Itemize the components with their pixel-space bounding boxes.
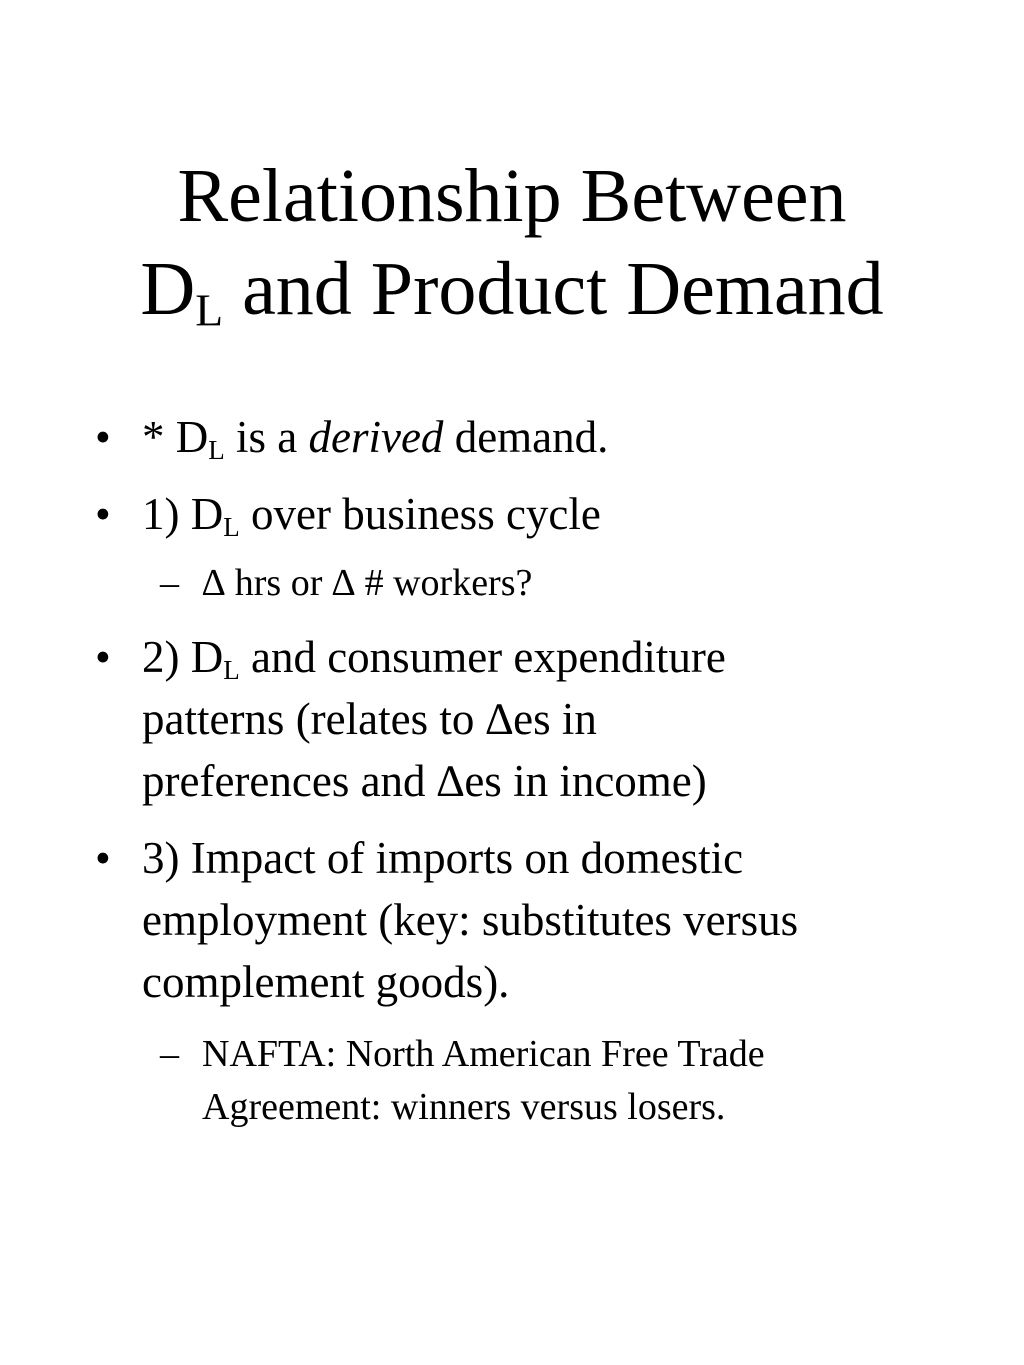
sub-bullet-text: ∆ hrs or ∆ # workers? bbox=[202, 562, 533, 604]
bullet-marker: • bbox=[95, 489, 111, 539]
subscript: L bbox=[223, 511, 240, 542]
bullet-text bbox=[142, 827, 798, 1013]
bullet-text-line bbox=[142, 626, 726, 688]
sub-bullet-text bbox=[202, 1028, 765, 1134]
sub-bullet-text-line: Agreement: winners versus losers. bbox=[202, 1086, 726, 1128]
bullet-text-part: demand. bbox=[443, 412, 609, 462]
bullet-text-part: and consumer expenditure bbox=[239, 632, 726, 682]
title-line-1: Relationship Between bbox=[177, 154, 847, 238]
bullet-text-part: 1) D bbox=[142, 489, 224, 539]
bullet-marker: • bbox=[95, 632, 111, 682]
bullet-text-part: is a bbox=[224, 412, 309, 462]
emphasized-word: derived bbox=[308, 412, 444, 462]
bullet-text-line: preferences and ∆es in income) bbox=[142, 756, 707, 806]
bullet-text-part: * D bbox=[142, 412, 209, 462]
bullet-text bbox=[142, 483, 601, 545]
sub-bullet-text-line: NAFTA: North American Free Trade bbox=[202, 1033, 765, 1075]
slide-title bbox=[0, 150, 1024, 336]
subscript: L bbox=[208, 434, 225, 465]
bullet-marker: • bbox=[95, 412, 111, 462]
bullet-text-line: patterns (relates to ∆es in bbox=[142, 694, 597, 744]
bullet-marker: • bbox=[95, 833, 111, 883]
bullet-text bbox=[142, 626, 726, 812]
dash-marker: – bbox=[160, 1033, 179, 1075]
title-dl-subscript: L bbox=[195, 284, 224, 336]
dash-marker: – bbox=[160, 562, 179, 604]
bullet-text-part: over business cycle bbox=[239, 489, 601, 539]
bullet-text-part: 2) D bbox=[142, 632, 224, 682]
bullet-text bbox=[142, 406, 608, 468]
bullet-text-line: employment (key: substitutes versus bbox=[142, 895, 799, 945]
title-line-2 bbox=[0, 243, 1024, 336]
title-line-2-text: and Product Demand bbox=[223, 247, 884, 331]
bullet-text-line: complement goods). bbox=[142, 957, 510, 1007]
bullet-text-line: 3) Impact of imports on domestic bbox=[142, 833, 744, 883]
title-dl-letter: D bbox=[140, 247, 196, 331]
subscript: L bbox=[223, 654, 240, 685]
